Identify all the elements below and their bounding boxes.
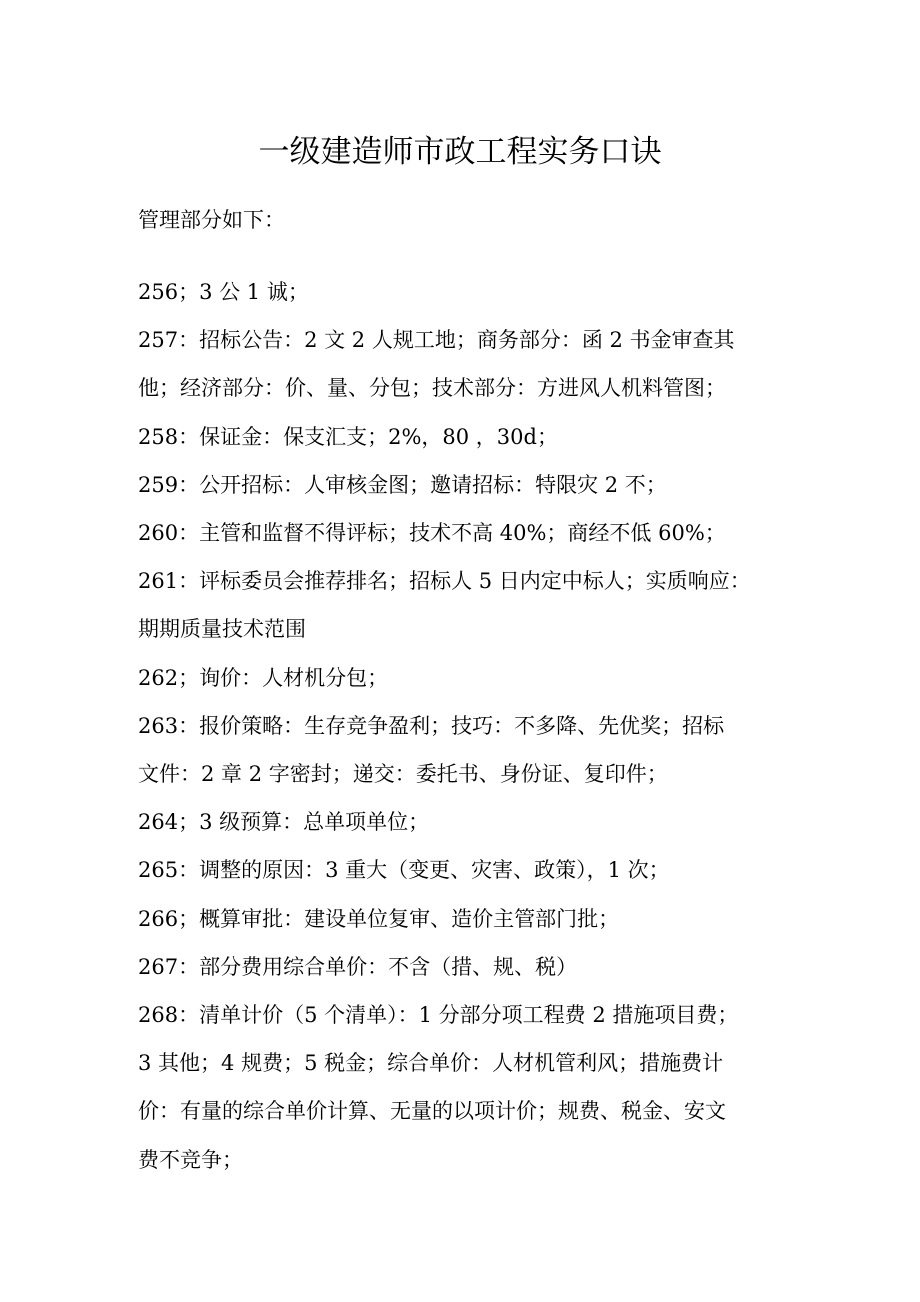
text-line: 267：部分费用综合单价：不含（措、规、税） bbox=[138, 954, 578, 979]
text-line: 258：保证金：保支汇支；2%，80 ，30d； bbox=[138, 424, 558, 449]
text-line: 264；3 级预算：总单项单位； bbox=[138, 810, 430, 835]
page-title: 一级建造师市政工程实务口诀 bbox=[258, 134, 662, 170]
text-line: 期期质量技术范围 bbox=[138, 617, 306, 642]
text-line: 文件：2 章 2 字密封；递交：委托书、身份证、复印件； bbox=[138, 762, 668, 787]
text-line: 费不竞争； bbox=[138, 1147, 243, 1172]
text-line: 3 其他；4 规费；5 税金；综合单价：人材机管利风；措施费计 bbox=[138, 1051, 724, 1076]
text-line: 268：清单计价（5 个清单）：1 分部分项工程费 2 措施项目费； bbox=[138, 1003, 739, 1028]
text-line: 257：招标公告：2 文 2 人规工地；商务部分：函 2 书金审查其 bbox=[138, 328, 735, 353]
text-line: 265：调整的原因：3 重大（变更、灾害、政策），1 次； bbox=[138, 858, 670, 883]
text-line: 260：主管和监督不得评标；技术不高 40%；商经不低 60%； bbox=[138, 521, 726, 546]
text-line: 价：有量的综合单价计算、无量的以项计价；规费、税金、安文 bbox=[138, 1099, 726, 1124]
text-line: 266；概算审批：建设单位复审、造价主管部门批； bbox=[138, 906, 620, 931]
section-heading: 管理部分如下： bbox=[138, 208, 285, 232]
text-line: 259：公开招标：人审核金图；邀请招标：特限灾 2 不； bbox=[138, 472, 667, 497]
text-line: 他；经济部分：价、量、分包；技术部分：方进风人机料管图； bbox=[138, 376, 726, 401]
text-line: 263：报价策略：生存竞争盈利；技巧：不多降、先优奖；招标 bbox=[138, 713, 725, 738]
text-line: 262；询价：人材机分包； bbox=[138, 665, 389, 690]
mnemonic-list bbox=[138, 268, 788, 1184]
text-line: 261：评标委员会推荐排名；招标人 5 日内定中标人；实质响应： bbox=[138, 569, 751, 594]
text-line: 256；3 公 1 诚； bbox=[138, 280, 309, 304]
